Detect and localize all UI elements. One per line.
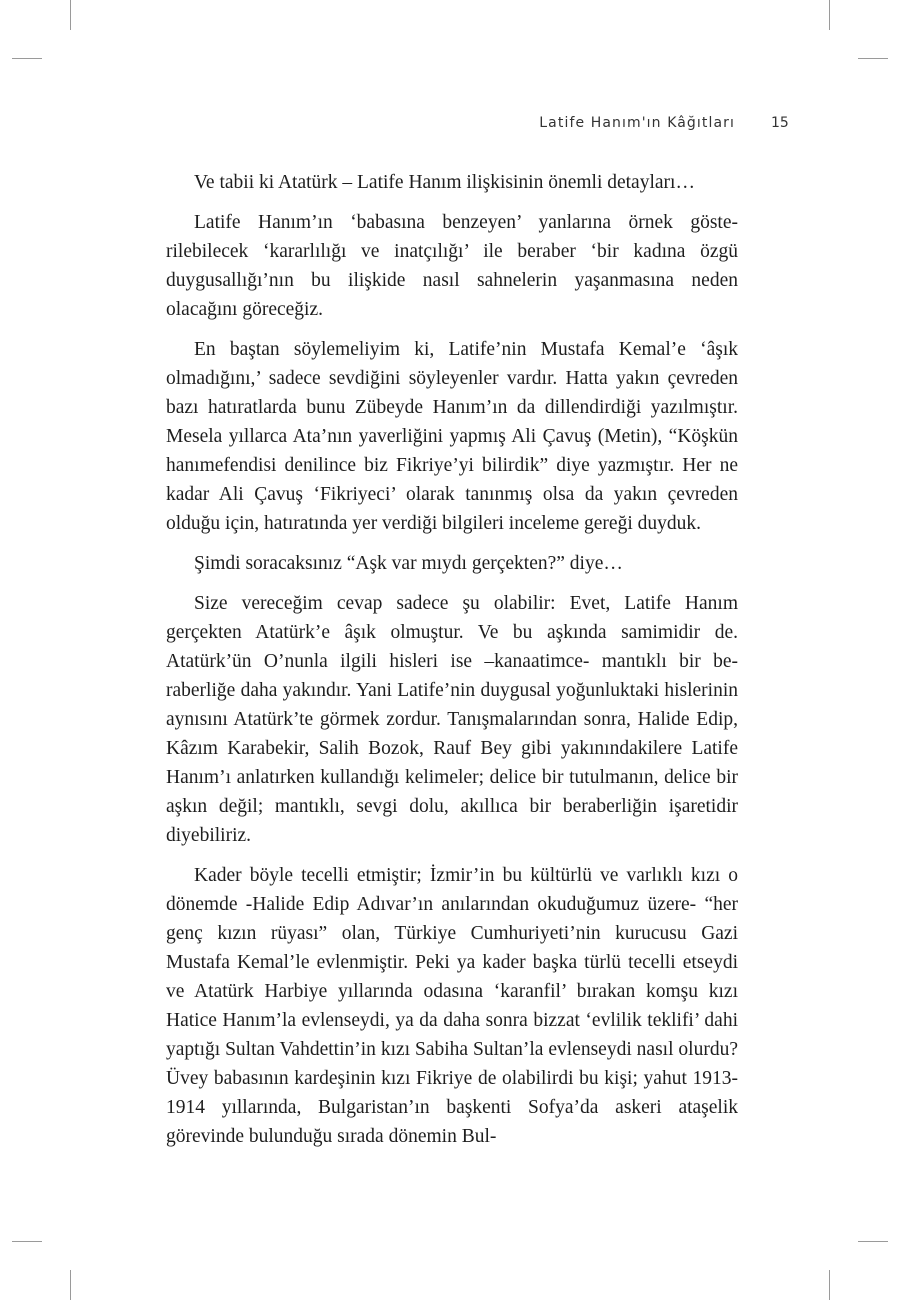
running-title: Latife Hanım'ın Kâğıtları bbox=[539, 115, 735, 131]
paragraph: Size vereceğim cevap sadece şu olabilir: Evet, Latife Hanım gerçekten Atatürk’e âşık olmuştur. Ve bu aşkında samimidir de. Atatürk’ün O’nunla ilgili hisleri ise –kanaatimce- mantıklı bir beraberliğe daha yakındır. Yani Latife’nin duygusal yoğunluktaki hislerinin aynısını Atatürk’te görmek zordur. Tanışmalarından sonra, Halide Edip, Kâzım Karabekir, Salih Bozok, Rauf Bey gibi yakınındakilere Latife Hanım’ı anlatırken kullandığı kelimeler; delice bir tutulmanın, delice bir aşkın değil; mantıklı, sevgi dolu, akıllıca bir beraberliğin işaretidir diyebiliriz. bbox=[166, 593, 738, 846]
paragraph: Ve tabii ki Atatürk – Latife Hanım ilişkisinin önemli detayları… bbox=[194, 172, 695, 193]
crop-mark-right-bottom bbox=[858, 1241, 888, 1242]
crop-mark-bottom-right bbox=[829, 1270, 830, 1300]
page-number: 15 bbox=[771, 115, 789, 131]
crop-mark-top-right bbox=[829, 0, 830, 30]
crop-mark-left-top bbox=[12, 58, 42, 59]
body-text bbox=[166, 168, 738, 1151]
paragraph: Şimdi soracaksınız “Aşk var mıydı gerçekten?” diye… bbox=[194, 553, 623, 574]
crop-mark-right-top bbox=[858, 58, 888, 59]
paragraph: Latife Hanım’ın ‘babasına benzeyen’ yanlarına örnek gösterilebilecek ‘kararlılığı ve inatçılığı’ ile beraber ‘bir kadına özgü duygusallığı’nın bu ilişkide nasıl sahnelerin yaşanmasına neden olacağını göreceğiz. bbox=[166, 212, 738, 320]
running-head bbox=[0, 115, 900, 135]
crop-mark-left-bottom bbox=[12, 1241, 42, 1242]
crop-mark-bottom-left bbox=[70, 1270, 71, 1300]
paragraph: Kader böyle tecelli etmiştir; İzmir’in bu kültürlü ve varlıklı kızı o dönemde -Halide Edip Adıvar’ın anılarından okuduğumuz üzere- “her genç kızın rüyası” olan, Türkiye Cumhuriyeti’nin kurucusu Gazi Mustafa Kemal’le evlenmiştir. Peki ya kader başka türlü tecelli etseydi ve Atatürk Harbiye yıllarında odasına ‘karanfil’ bırakan komşu kızı Hatice Hanım’la evlenseydi, ya da daha sonra bizzat ‘evlilik teklifi’ dahi yaptığı Sultan Vahdettin’in kızı Sabiha Sultan’la evlenseydi nasıl olurdu? Üvey babasının kardeşinin kızı Fikriye de olabilirdi bu kişi; yahut 1913-1914 yıllarında, Bulgaristan’ın başkenti Sofya’da askeri ataşelik görevinde bulunduğu sırada dönemin Bul- bbox=[166, 865, 738, 1147]
crop-mark-top-left bbox=[70, 0, 71, 30]
paragraph: En baştan söylemeliyim ki, Latife’nin Mustafa Kemal’e ‘âşık olmadığını,’ sadece sevdiğini söyleyenler vardır. Hatta yakın çevreden bazı hatıratlarda bunu Zübeyde Hanım’ın da dillendirdiği yazılmıştır. Mesela yıllarca Ata’nın yaverliğini yapmış Ali Çavuş (Metin), “Köşkün hanımefendisi denilince biz Fikriye’yi bilirdik” diye yazmıştır. Her ne kadar Ali Çavuş ‘Fikriyeci’ olarak tanınmış olsa da yakın çevreden olduğu için, hatıratında yer verdiği bilgileri inceleme gereği duyduk. bbox=[166, 339, 738, 534]
